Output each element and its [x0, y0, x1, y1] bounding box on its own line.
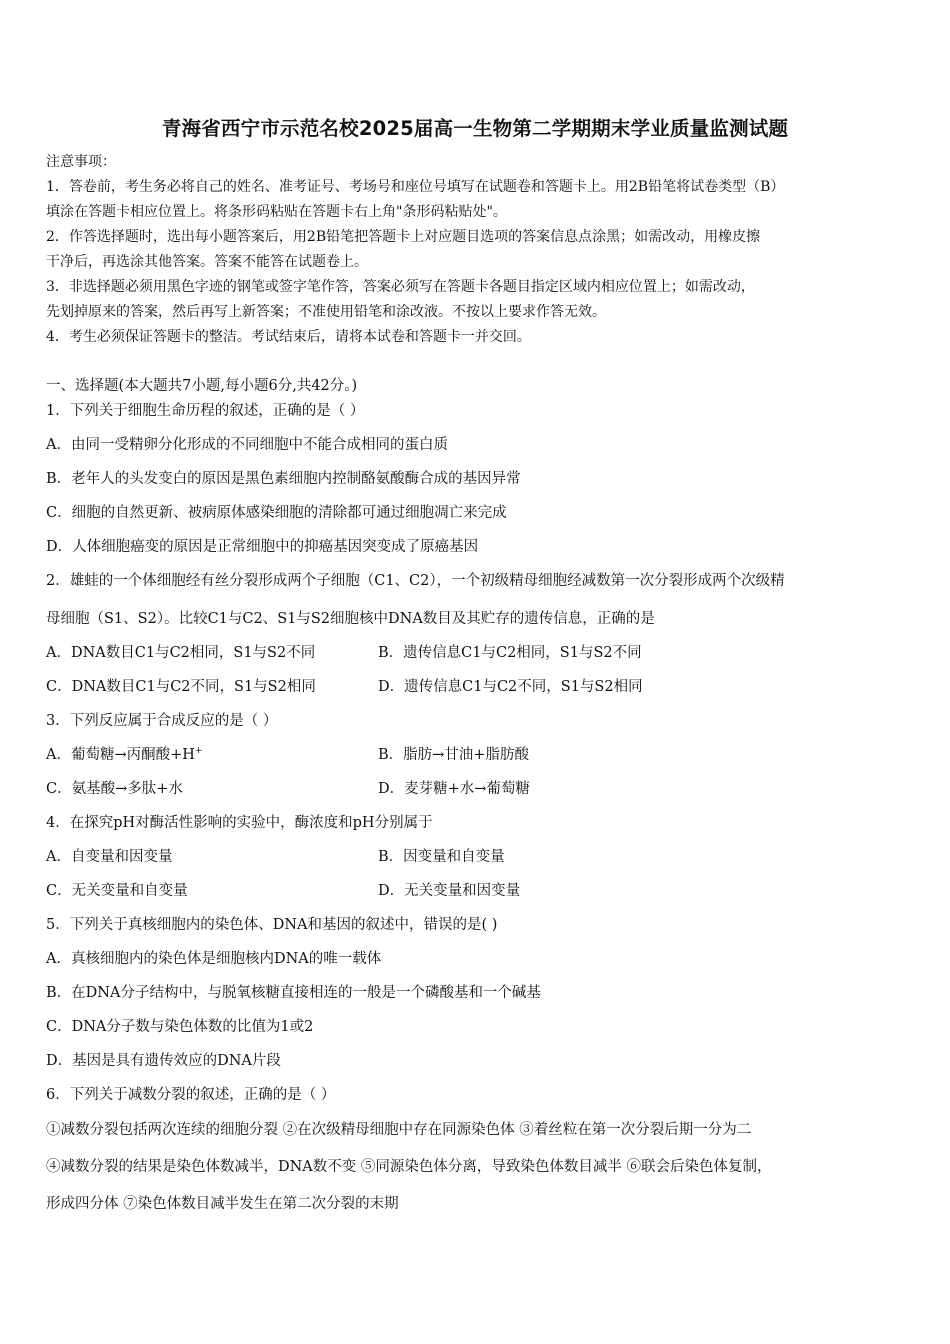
question-6-statements: ①减数分裂包括两次连续的细胞分裂 ②在次级精母细胞中存在同源染色体 ③着丝粒在第一次分裂后期一分为二 [46, 1122, 752, 1138]
question-3-option-c: C．氨基酸→多肽+水 [46, 781, 183, 797]
notice-heading: 注意事项： [46, 154, 116, 170]
question-2-option-b: B．遗传信息C1与C2相同，S1与S2不同 [378, 645, 642, 661]
question-3-option-a-text: A．葡萄糖→丙酮酸+H [46, 747, 195, 763]
question-4-option-c: C．无关变量和自变量 [46, 883, 188, 899]
question-1-option-b: B．老年人的头发变白的原因是黑色素细胞内控制酪氨酸酶合成的基因异常 [46, 471, 521, 487]
question-5-option-a: A．真核细胞内的染色体是细胞核内DNA的唯一载体 [46, 951, 382, 967]
question-3-option-a [46, 746, 202, 764]
question-5-stem: 5．下列关于真核细胞内的染色体、DNA和基因的叙述中，错误的是( ) [46, 917, 498, 933]
notice-line: 填涂在答题卡相应位置上。将条形码粘贴在答题卡右上角"条形码粘贴处"。 [46, 204, 507, 220]
question-5-option-b: B．在DNA分子结构中，与脱氧核糖直接相连的一般是一个磷酸基和一个碱基 [46, 985, 541, 1001]
notice-line: 1．答卷前，考生务必将自己的姓名、准考证号、考场号和座位号填写在试题卷和答题卡上。用2B铅笔将试卷类型（B） [46, 179, 785, 195]
question-4-stem: 4．在探究pH对酶活性影响的实验中，酶浓度和pH分别属于 [46, 815, 433, 831]
question-2-option-c: C．DNA数目C1与C2不同，S1与S2相同 [46, 679, 316, 695]
question-4-option-b: B．因变量和自变量 [378, 849, 505, 865]
question-1-stem: 1．下列关于细胞生命历程的叙述，正确的是（ ） [46, 403, 365, 419]
notice-line: 3．非选择题必须用黑色字迹的钢笔或签字笔作答，答案必须写在答题卡各题目指定区域内相应位置上；如需改动， [46, 279, 755, 295]
question-1-option-d: D．人体细胞癌变的原因是正常细胞中的抑癌基因突变成了原癌基因 [46, 539, 479, 555]
question-4-option-d: D．无关变量和因变量 [378, 883, 521, 899]
notice-line: 2．作答选择题时，选出每小题答案后，用2B铅笔把答题卡上对应题目选项的答案信息点涂黑；如需改动，用橡皮擦 [46, 229, 761, 245]
section-heading: 一、选择题(本大题共7小题,每小题6分,共42分。) [46, 378, 358, 394]
question-2-stem: 2．雄蛙的一个体细胞经有丝分裂形成两个子细胞（C1、C2），一个初级精母细胞经减数第一次分裂形成两个次级精 [46, 573, 785, 589]
question-2-option-a: A．DNA数目C1与C2相同，S1与S2不同 [46, 645, 316, 661]
question-1-option-c: C．细胞的自然更新、被病原体感染细胞的清除都可通过细胞凋亡来完成 [46, 505, 507, 521]
question-1-option-a: A．由同一受精卵分化形成的不同细胞中不能合成相同的蛋白质 [46, 437, 448, 453]
question-3-option-b: B．脂肪→甘油+脂肪酸 [378, 747, 529, 763]
question-2-option-d: D．遗传信息C1与C2不同，S1与S2相同 [378, 679, 643, 695]
question-4-option-a: A．自变量和因变量 [46, 849, 173, 865]
question-3-option-d: D．麦芽糖+水→葡萄糖 [378, 781, 530, 797]
notice-line: 4．考生必须保证答题卡的整洁。考试结束后，请将本试卷和答题卡一并交回。 [46, 329, 531, 345]
superscript: + [194, 746, 203, 757]
page-title: 青海省西宁市示范名校2025届高一生物第二学期期末学业质量监测试题 [161, 117, 789, 140]
question-6-statements: 形成四分体 ⑦染色体数目减半发生在第二次分裂的末期 [46, 1196, 399, 1212]
question-2-stem-cont: 母细胞（S1、S2）。比较C1与C2、S1与S2细胞核中DNA数目及其贮存的遗传信息，正确的是 [46, 611, 655, 627]
notice-line: 先划掉原来的答案，然后再写上新答案；不准使用铅笔和涂改液。不按以上要求作答无效。 [46, 304, 606, 320]
question-5-option-c: C．DNA分子数与染色体数的比值为1或2 [46, 1019, 314, 1035]
question-3-stem: 3．下列反应属于合成反应的是（ ） [46, 713, 278, 729]
question-5-option-d: D．基因是具有遗传效应的DNA片段 [46, 1053, 281, 1069]
question-6-statements: ④减数分裂的结果是染色体数减半，DNA数不变 ⑤同源染色体分离，导致染色体数目减半 ⑥联会后染色体复制， [46, 1159, 772, 1175]
question-6-stem: 6．下列关于减数分裂的叙述，正确的是（ ） [46, 1087, 336, 1103]
notice-line: 干净后，再选涂其他答案。答案不能答在试题卷上。 [46, 254, 368, 270]
